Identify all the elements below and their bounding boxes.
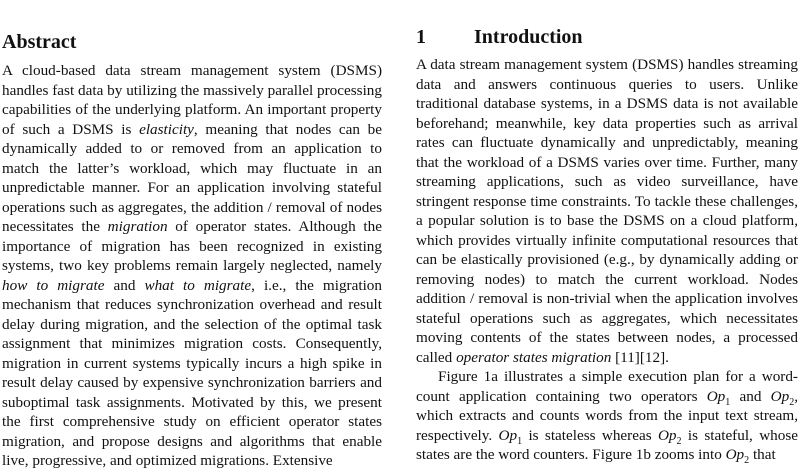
introduction-paragraph-1 [416, 55, 798, 367]
operator-subscript: 2 [789, 396, 795, 408]
abstract-text-segment: , i.e., the migration mechanism that reduces synchronization overhead and result delay during migration, and the selection of the optimal task assignment that minimizes migration costs. Consequently, migration in current systems typically incurs a high spike in result delay caused by expensive synchronization barriers and suboptimal task assignments. Motivated by this, we present the first comprehensive study on efficient operator states migration, and propose designs and algorithms that enable live, progressive, and optimized migrations. Extensive [2, 276, 382, 469]
abstract-text [2, 61, 382, 471]
introduction-column [416, 0, 798, 467]
abstract-column [2, 0, 382, 469]
intro-text-segment: Figure 1a illustrates a simple execution plan for a word-count application containing two operators [416, 368, 798, 405]
introduction-paragraph-2 [416, 367, 798, 465]
intro-text-segment: [11][12]. [611, 348, 669, 366]
abstract-text-segment: , meaning that nodes can be dynamically added to or removed from an application to match the latter’s workload, which may fluctuate in an unpredictable manner. For an application involving stateful operations such as aggregates, the addition / removal of nodes necessitates the [2, 120, 382, 235]
intro-text-segment: is stateful, whose states are the word counters. Figure 1b zooms into [416, 426, 798, 463]
operator-name: Op [725, 446, 745, 463]
operator-name: Op [657, 426, 677, 444]
abstract-emphasis-migration: migration [107, 218, 168, 235]
intro-emphasis-operator-states-migration: operator states migration [456, 348, 612, 366]
intro-text-segment: , which extracts and counts words from the input text stream, respectively. [416, 387, 798, 444]
section-number: 1 [416, 26, 426, 48]
abstract-emphasis-what-to-migrate: what to migrate [144, 276, 252, 294]
operator-subscript: 1 [725, 396, 731, 408]
introduction-heading [416, 25, 583, 49]
operator-name: Op [498, 426, 518, 444]
operator-name: Op [770, 387, 790, 405]
operator-name: Op [706, 387, 726, 405]
abstract-text-segment: and [104, 276, 145, 294]
intro-text-segment: and [730, 387, 771, 405]
section-title: Introduction [474, 26, 583, 48]
intro-text-segment: A data stream management system (DSMS) handles streaming data and answers continuous queries to users. Unlike traditional database systems, in a DSMS data is not available beforehand; meanwhile, key data properties such as arrival rates can fluctuate dynamically and unpredictably, meaning that the workload of a DSMS varies over time. Further, many streaming applications, such as video surveillance, have stringent response time constraints. To tackle these challenges, a popular solution is to base the DSMS on a cloud platform, which provides virtually infinite computational resources that can be elastically provisioned (e.g., by dynamically adding or removing nodes) to match the current workload. Nodes addition / removal is non-trivial when the application involves stateful operations such as aggregates, which necessitates moving contents of the states between nodes, a processed called [416, 56, 798, 366]
intro-text-segment: that [749, 446, 776, 463]
abstract-text-segment: A cloud-based data stream management system (DSMS) handles fast data by utilizing the massively parallel processing capabilities of the underlying platform. An important property of such a DSMS is [2, 62, 382, 138]
abstract-heading: Abstract [2, 31, 77, 53]
operator-subscript: 2 [744, 455, 750, 467]
operator-subscript: 2 [676, 435, 682, 447]
abstract-emphasis-elasticity: elasticity [139, 120, 194, 138]
intro-text-segment: is stateless whereas [522, 426, 658, 444]
abstract-text-segment: of operator states. Although the importance of migration has been recognized in existing systems, two key problems remain largely neglected, namely [2, 218, 382, 274]
operator-subscript: 1 [517, 435, 523, 447]
abstract-emphasis-how-to-migrate: how to migrate [2, 276, 105, 294]
